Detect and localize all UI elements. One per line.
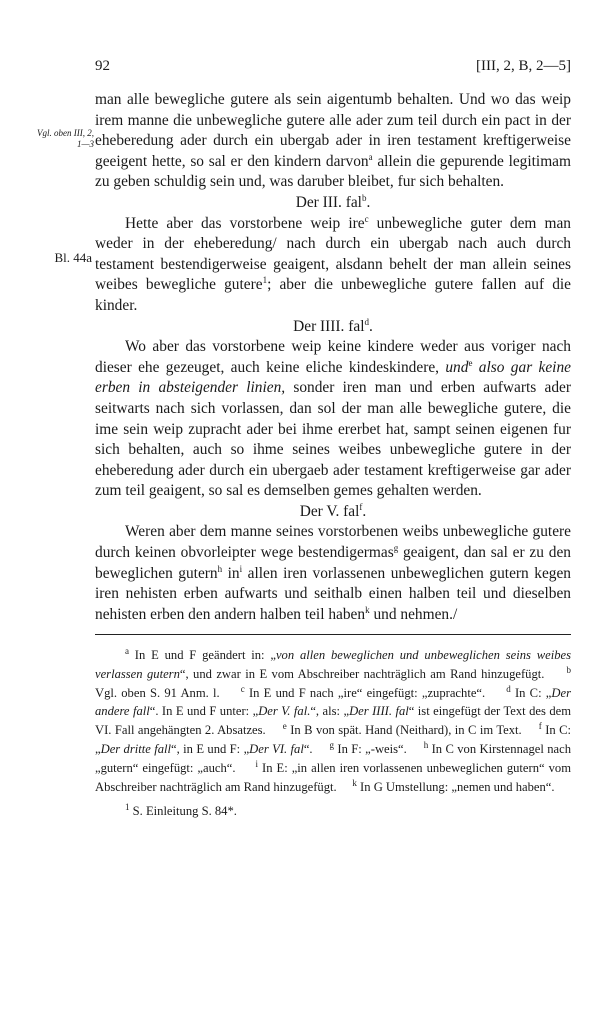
section-reference: [III, 2, B, 2—5]: [476, 58, 571, 74]
footnote-marker: c: [364, 213, 369, 224]
text-run: man alle bewegliche gutere als sein aigentumb behalten. Und wo das weip irem manne die unbewegliche gutere alle ader zum teil durch ein pact in der eheberedung ader durch ein ubergab ader in iren testament kreftigerweise geeigent hette, so sal er den kindern darvon: [95, 91, 571, 170]
apparatus-notes: $^a$ In E und F geändert in: „von allen beweglichen und unbeweglichen seins weibes verlassen gutern“, und zwar in E vom Abschreiber nachträglich am Rand hinzugefügt. $^b$ Vgl. oben S. 91 Anm. l. $^c$ In E und F nach „ire“ eingefügt: „zuprachte“. $^d$ In C: „Der andere fall“. In E und F unter: „Der V. fal.“, als: „Der IIII. fal“ ist eingefügt der Text des dem VI. Fall angehängten 2. Absatzes. $^e$ In B von spät. Hand (Neithard), in C im Text. $^f$ In C: „Der dritte fall“, in E und F: „Der VI. fal“. $^g$ In F: „-weis“. $^h$ In C von Kirstennagel nach „gutern“ eingefügt: „auch“. $^i$ In E: „in allen iren vorlassenen unbeweglichen gutern“ vom Abschreiber nachträglich am Rand hinzugefügt. $^k$ In G Umstellung: „nemen und haben“.: [95, 645, 572, 794]
paragraph: [95, 90, 571, 193]
margin-note-line: 1—3: [76, 139, 94, 149]
page-header: [95, 58, 571, 78]
italic-run: und: [445, 358, 469, 376]
text-run: Wo aber das vorstorbene weip keine kindere weder aus voriger nach dieser ehe gezeuget, auch keine eliche kindeskindere,: [95, 338, 571, 376]
paragraph: [95, 214, 571, 317]
footnote-marker: h: [217, 563, 223, 574]
section-heading: Der IIII. fal$^d$.: [293, 316, 373, 335]
footnote-marker: b: [361, 192, 367, 203]
page-number: 92: [95, 58, 110, 74]
text-run: und nehmen./: [369, 605, 458, 623]
footnote-marker: k: [365, 604, 370, 615]
footnote-marker: 1: [262, 275, 268, 286]
footnote-marker: g: [393, 542, 399, 553]
text-run: allen iren vorlassenen unbeweglichen gutern kegen iren nehisten erben aufwarts und seithalb einen halben teil und dieselben nehisten erben den andern halben teil haben: [95, 564, 571, 623]
footnote-divider: [95, 634, 571, 635]
paragraph: [95, 337, 571, 502]
paragraph: [95, 522, 571, 625]
italic-run: also gar keine erben in absteigender linien,: [95, 358, 571, 397]
section-heading: Der III. fal$^b$.: [295, 192, 371, 211]
footnote-marker: i: [239, 563, 243, 574]
main-text: [95, 90, 571, 625]
text-run: geaigent, dan sal er zu den beweglichen gutern: [95, 544, 571, 582]
section-heading: Der V. fal$^f$.: [299, 501, 367, 520]
text-run: in: [222, 564, 240, 582]
margin-note-reference: [20, 128, 94, 150]
text-run: allein die gepurende legitimam zu geben schuldig sein und, was daruber bleibet, fur sich behalten.: [95, 152, 571, 191]
text-run: unbewegliche guter dem man weder in der eheberedung/ nach durch ein ubergab nach auch durch testament bestendigerweise geaigent, alsdann behelt der man allein seines weibes bewegliche gutere: [95, 214, 571, 294]
footnote-marker: f: [359, 501, 363, 512]
footnote-marker: d: [364, 316, 369, 327]
text-run: ; aber die unbewegliche gutere fallen auf die kinder.: [95, 276, 572, 314]
margin-folio: Bl. 44a: [54, 250, 92, 265]
footnote-marker: e: [468, 357, 473, 368]
critical-apparatus: [95, 646, 571, 821]
text-run: Hette aber das vorstorbene weip ire: [125, 214, 365, 232]
footnote-marker: a: [368, 151, 373, 162]
margin-note-line: Vgl. oben III, 2,: [37, 128, 94, 138]
text-run: sonder iren man und erben aufwarts ader seitwarts nach sich vorlassen, dan sol der man alle bewegliche gutere, die ime sein weip zupracht ader bei ihme ererbet hat, sampt seinen eigenen fur sich behalten, auch so ihme seines weibes unbewegliche gutere in der eheberedung ader durch ein ubergaeb ader testament kreftigerweise gar ader zum teil geaigent, so sal es demselben gemes gehalten werden.: [95, 379, 571, 500]
text-run: Weren aber dem manne seines vorstorbenen weibs unbewegliche gutere durch keinen obvorleipter wege bestendigermas: [95, 523, 571, 562]
footnote: $^1$ S. Einleitung S. 84*.: [125, 802, 237, 819]
